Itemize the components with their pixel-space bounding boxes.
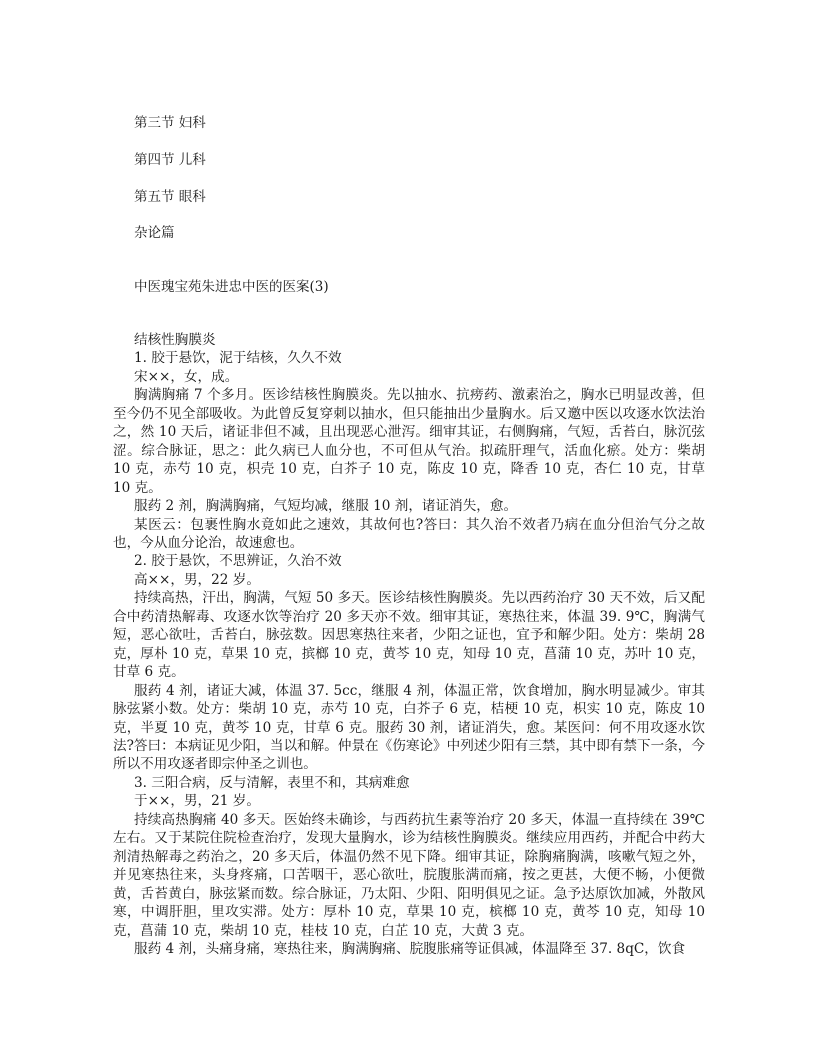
toc-item-ophthalmology: 第五节 眼科 (134, 189, 206, 205)
toc-item-miscellaneous: 杂论篇 (134, 225, 175, 241)
toc-item-pediatrics: 第四节 儿科 (134, 152, 206, 168)
patient-info-1: 宋××，女，成。 (134, 368, 239, 385)
patient-info-2: 高××，男，22 岁。 (134, 571, 260, 588)
case-title-1: 1. 胶于悬饮，泥于结核，久久不效 (134, 350, 342, 367)
case-description-1: 胸满胸痛 7 个多月。医诊结核性胸膜炎。先以抽水、抗痨药、激素治之，胸水已明显改善，但至今仍不见全部吸收。为此曾反复穿刺以抽水，但只能抽出少量胸水。后又邀中医以攻逐水饮法治之，然 10 天后，诸证非但不减，且出现恶心泄泻。细审其证，右侧胸痛，气短，舌苔白，脉沉弦涩。综合脉证，思之：此久病已人血分也，不可但从气治。拟疏肝理气，活血化瘀。处方：柴胡 10 克，赤芍 10 克，枳壳 10 克，白芥子 10 克，陈皮 10 克，降香 10 克，杏仁 10 克，甘草 10 克。 (113, 387, 705, 496)
treatment-result-1: 服药 2 剂，胸满胸痛，气短均减，继服 10 剂，诸证消失，愈。 (134, 498, 518, 515)
section-heading: 结核性胸膜炎 (134, 332, 216, 348)
case-description-3: 持续高热胸痛 40 多天。医始终未确诊，与西药抗生素等治疗 20 多天，体温一直持续在 39℃左右。又于某院住院检查治疗，发现大量胸水，诊为结核性胸膜炎。继续应用西药，并配合中药大剂清热解毒之药治之，20 多天后，体温仍然不见下降。细审其证，除胸痛胸满，咳嗽气短之外，并见寒热往来，头身疼痛，口苦咽干，恶心欲吐，脘腹胀满而痛，按之更甚，大便不畅，小便微黄，舌苔黄白，脉弦紧而数。综合脉证，乃太阳、少阳、阳明俱见之证。急予达原饮加减，外散风寒，中调肝胆，里攻实滞。处方：厚朴 10 克，草果 10 克，槟榔 10 克，黄芩 10 克，知母 10 克，菖蒲 10 克，柴胡 10 克，桂枝 10 克，白芷 10 克，大黄 3 克。 (113, 811, 705, 939)
article-title: 中医瑰宝苑朱进忠中医的医案(3) (134, 279, 329, 295)
case-title-3: 3. 三阳合病，反与清解，表里不和，其病难愈 (134, 774, 410, 791)
toc-item-gynecology: 第三节 妇科 (134, 115, 206, 131)
treatment-result-2: 服药 4 剂，诸证大减，体温 37. 5cc，继服 4 剂，体温正常，饮食增加，胸水明显减少。审其脉弦紧小数。处方：柴胡 10 克，赤芍 10 克，白芥子 6 克，桔梗 10 克，枳实 10 克，陈皮 10 克，半夏 10 克，黄芩 10 克，甘草 6 克。服药 30 剂，诸证消失，愈。某医问：何不用攻逐水饮法?答曰：本病证见少阳，当以和解。仲景在《伤寒论》中列述少阳有三禁，其中即有禁下一条，今所以不用攻逐者即宗仲圣之训也。 (113, 682, 705, 773)
article-body (113, 331, 705, 958)
case-description-2: 持续高热，汗出，胸满，气短 50 多天。医诊结核性胸膜炎。先以西药治疗 30 天不效，后又配合中药清热解毒、攻逐水饮等治疗 20 多天亦不效。细审其证，寒热往来，体温 39. 9℃，胸满气短，恶心欲吐，舌苔白，脉弦数。因思寒热往来者，少阳之证也，宜予和解少阳。处方：柴胡 28 克，厚朴 10 克，草果 10 克，摈榔 10 克，黄芩 10 克，知母 10 克，菖蒲 10 克，苏叶 10 克，甘草 6 克。 (113, 590, 705, 681)
discussion-1: 某医云：包裹性胸水竟如此之速效，其故何也?答曰：其久治不效者乃病在血分但治气分之故也，今从血分论治，故速愈也。 (113, 516, 705, 551)
case-title-2: 2. 胶于悬饮，不思辨证，久治不效 (134, 553, 342, 570)
patient-info-3: 于××，男，21 岁。 (134, 793, 260, 810)
treatment-result-3: 服药 4 剂，头痛身痛，寒热往来，胸满胸痛、脘腹胀痛等证俱减，体温降至 37. 8qC，饮食 (134, 940, 686, 957)
